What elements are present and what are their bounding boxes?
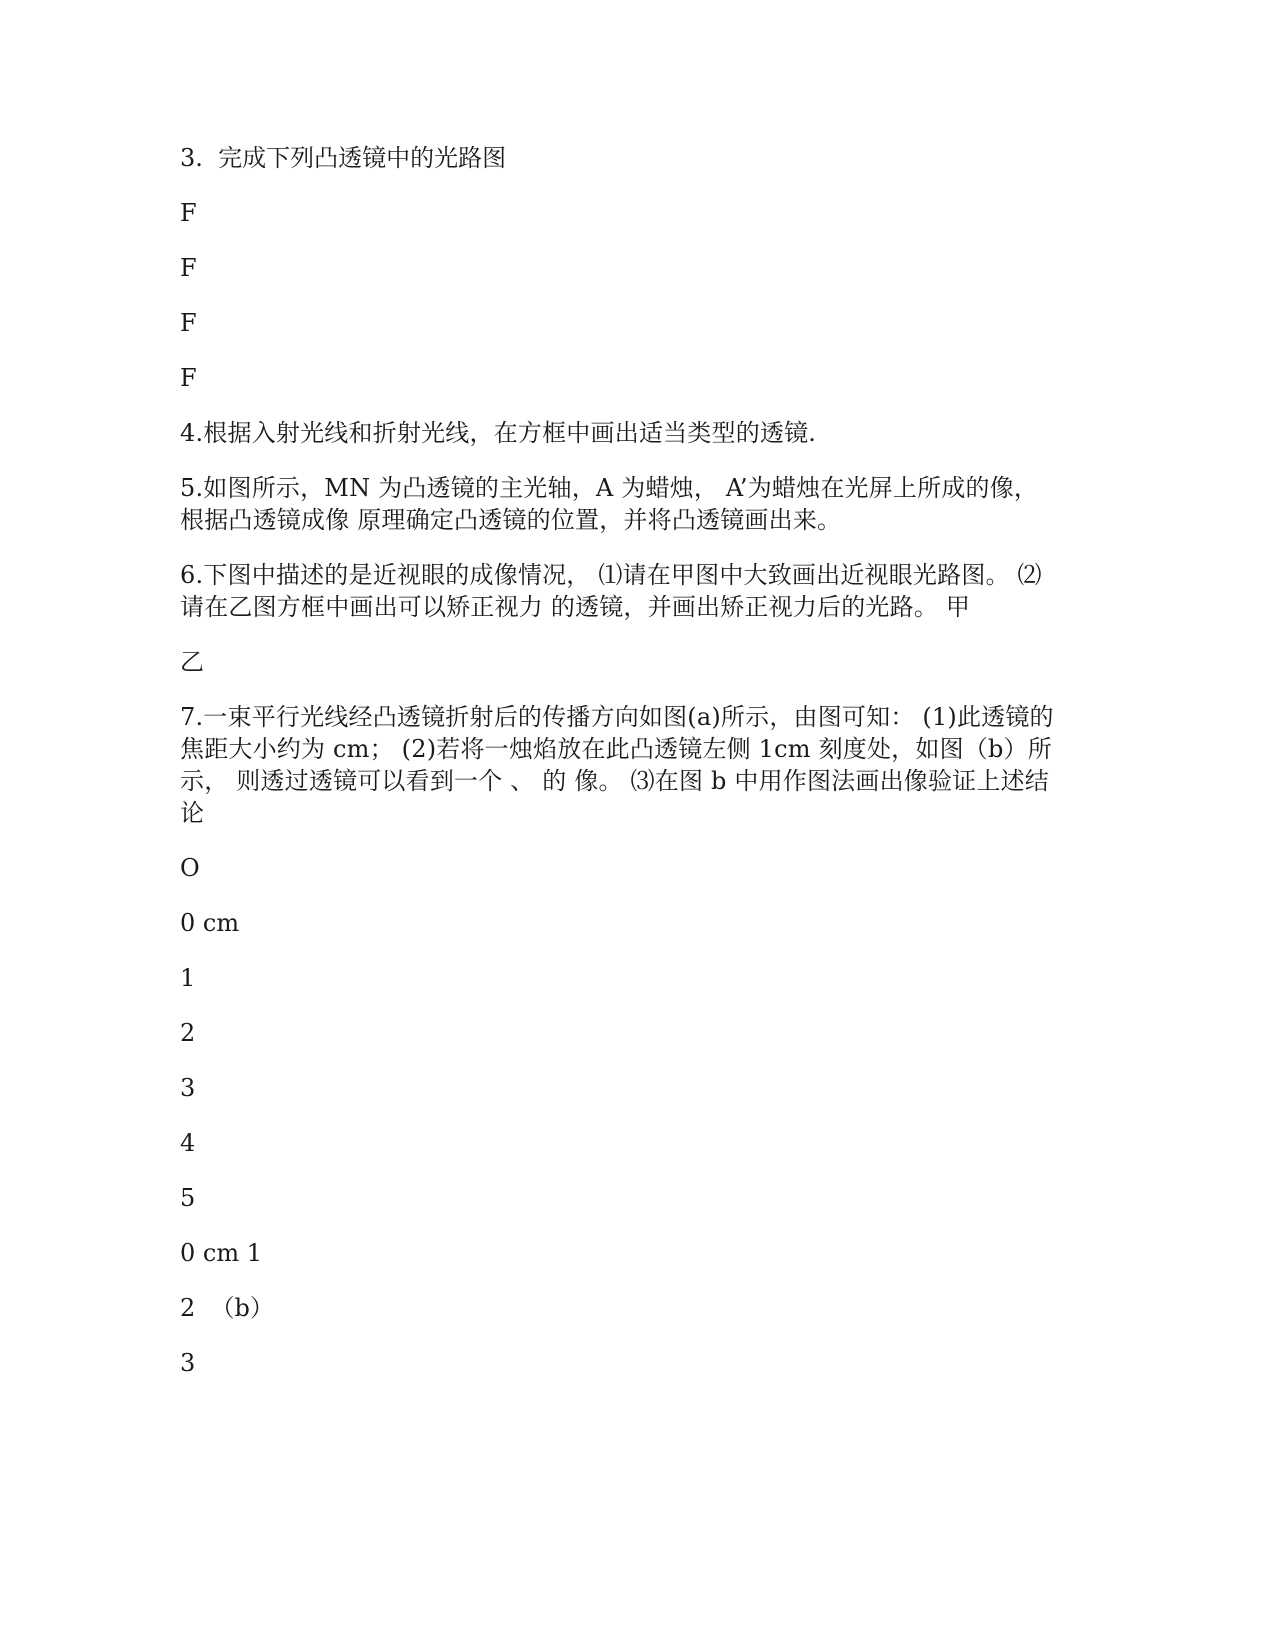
figure-a-label: 2 [180, 1019, 196, 1047]
question-5: 5.如图所示，MN 为凸透镜的主光轴，A 为蜡烛， A’为蜡烛在光屏上所成的像，根据凸透镜成像 原理确定凸透镜的位置，并将凸透镜画出来。 [180, 474, 1039, 534]
figure-a-label: 1 [180, 964, 196, 992]
figure-a-label: 3 [180, 1074, 196, 1102]
focus-label: F [180, 254, 197, 282]
figure-b-label: 0 cm 1 [180, 1239, 262, 1267]
question-3-title: 3. 完成下列凸透镜中的光路图 [180, 144, 507, 172]
question-7: 7.一束平行光线经凸透镜折射后的传播方向如图(a)所示，由图可知： (1)此透镜的焦距大小约为 cm； (2)若将一烛焰放在此凸透镜左侧 1cm 刻度处，如图（b）所示， 则透过透镜可以看到一个 、 的 像。 ⑶在图 b 中用作图法画出像验证上述结论 [180, 703, 1054, 827]
figure-a-label: 5 [180, 1184, 196, 1212]
figure-a-label: 4 [180, 1129, 196, 1157]
figure-a-label: O [180, 854, 200, 882]
question-6: 6.下图中描述的是近视眼的成像情况， ⑴请在甲图中大致画出近视眼光路图。 ⑵请在乙图方框中画出可以矫正视力 的透镜，并画出矫正视力后的光路。 甲 [180, 561, 1042, 621]
figure-b-label: 2 （b） [180, 1294, 274, 1322]
figure-a-label: 0 cm [180, 909, 240, 937]
focus-label: F [180, 199, 197, 227]
document-page [180, 140, 1080, 1379]
figure-label-yi: 乙 [180, 648, 204, 676]
focus-label: F [180, 364, 197, 392]
focus-label: F [180, 309, 197, 337]
figure-b-label: 3 [180, 1349, 196, 1377]
question-4: 4.根据入射光线和折射光线，在方框中画出适当类型的透镜. [180, 419, 817, 447]
